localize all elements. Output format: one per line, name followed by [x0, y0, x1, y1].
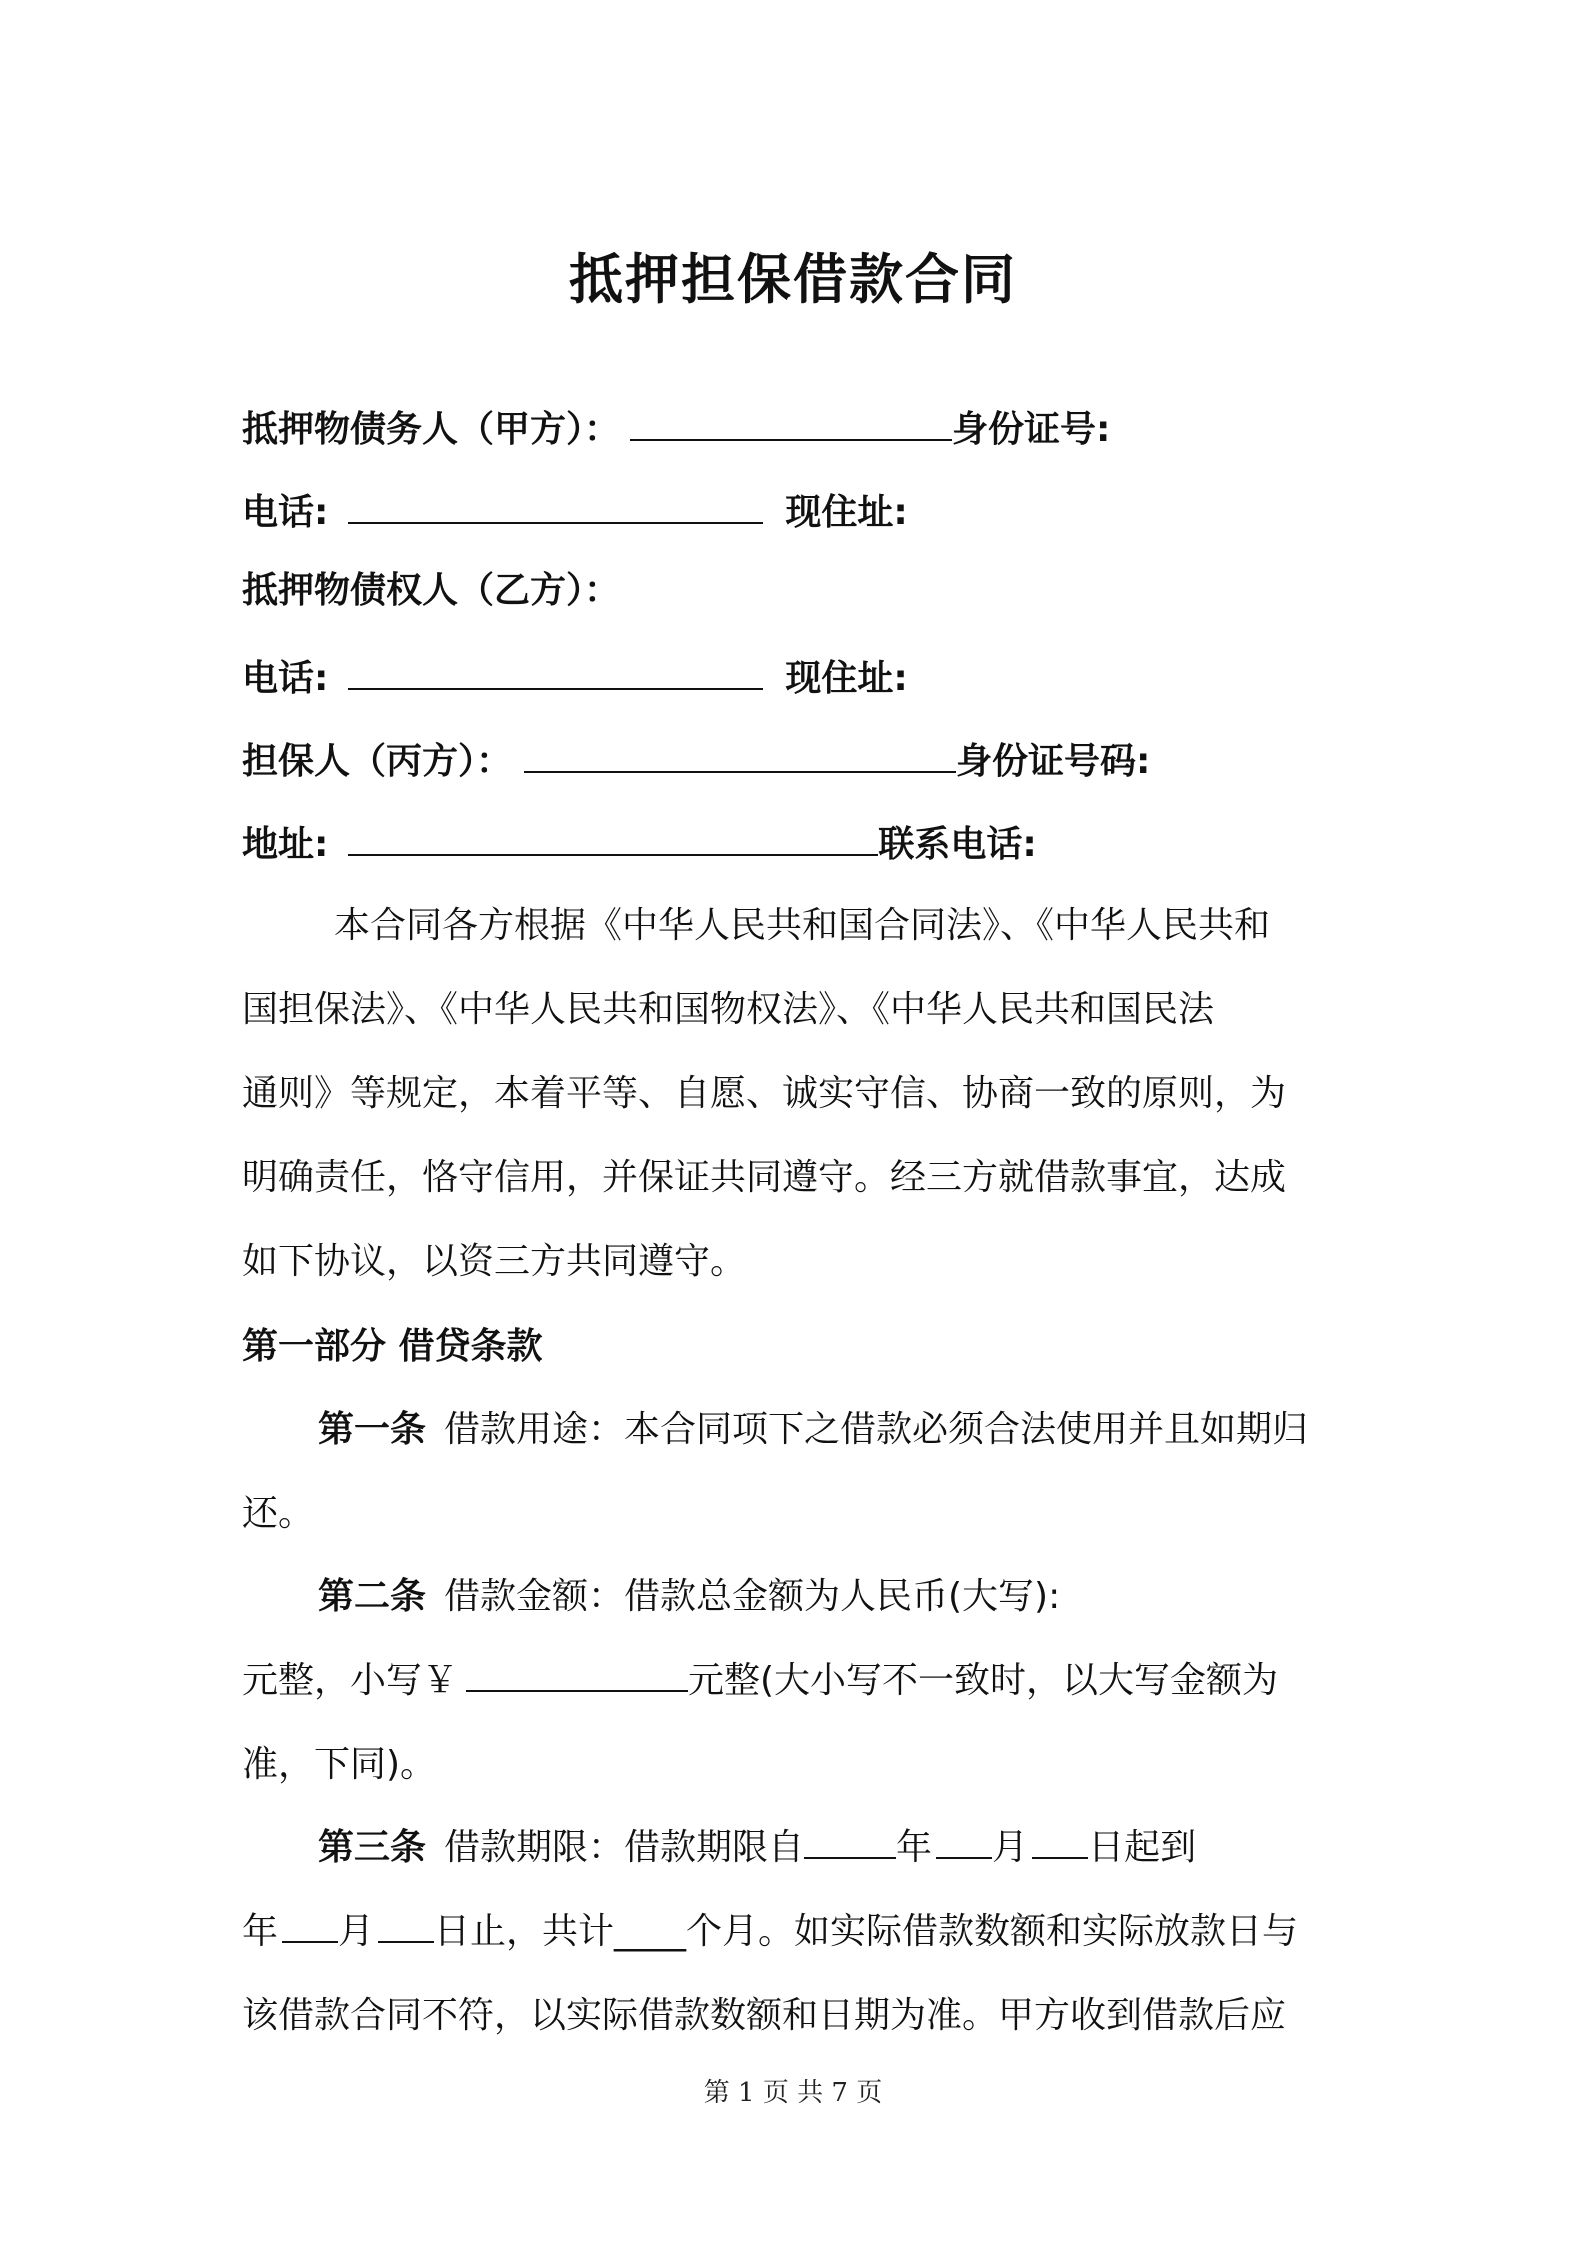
preamble-line: 通则》等规定，本着平等、自愿、诚实守信、协商一致的原则，为	[242, 1073, 1287, 1114]
clause-2-amount-prefix: 元整，小写￥	[242, 1660, 459, 1701]
preamble-line: 本合同各方根据《中华人民共和国合同法》、《中华人民共和	[334, 905, 1271, 946]
clause-2-line-2	[242, 1639, 1357, 1723]
clause-1-text: 借款用途：本合同项下之借款必须合法使用并且如期归	[444, 1409, 1309, 1450]
preamble-line: 明确责任，恪守信用，并保证共同遵守。经三方就借款事宜，达成	[242, 1157, 1287, 1198]
debtor-address-label: 现住址:	[785, 492, 908, 533]
debtor-name-blank[interactable]	[630, 395, 952, 441]
clause-2	[242, 1555, 1357, 1807]
small-amount-blank[interactable]	[466, 1646, 688, 1692]
guarantor-address-blank[interactable]	[348, 810, 878, 856]
guarantor-id-label: 身份证号码:	[956, 741, 1151, 782]
debtor-label: 抵押物债务人（甲方）：	[242, 409, 621, 450]
debtor-line	[242, 395, 1110, 455]
clause-1-line	[242, 1388, 1357, 1472]
clause-1	[242, 1388, 1357, 1556]
debtor-id-label: 身份证号:	[952, 409, 1111, 450]
guarantor-contact-label: 联系电话:	[878, 824, 1037, 865]
end-day-text: 日止，共计____个月。如实际借款数额和实际放款日与	[434, 1911, 1299, 1952]
guarantor-line	[242, 727, 1150, 787]
guarantor-address-label: 地址:	[242, 824, 329, 865]
clause-2-line	[242, 1555, 1357, 1639]
clause-3-line	[242, 1806, 1357, 1890]
clause-3-line-3: 该借款合同不符，以实际借款数额和日期为准。甲方收到借款后应	[242, 1995, 1287, 2036]
end-year-label: 年	[242, 1911, 279, 1952]
creditor-phone-line	[242, 644, 908, 704]
clause-1-line-2: 还。	[242, 1493, 315, 1534]
creditor-label: 抵押物债权人（乙方）：	[242, 570, 621, 611]
clause-3-head: 第三条	[318, 1827, 427, 1868]
clause-2-amount-suffix: 元整(大小写不一致时，以大写金额为	[688, 1660, 1279, 1701]
clause-3-text: 借款期限：借款期限自	[444, 1827, 805, 1868]
creditor-phone-label: 电话:	[242, 658, 329, 699]
preamble-line: 国担保法》、《中华人民共和国物权法》、《中华人民共和国民法	[242, 989, 1215, 1030]
preamble-line: 如下协议，以资三方共同遵守。	[242, 1241, 747, 1282]
debtor-phone-line	[242, 478, 908, 538]
clause-1-head: 第一条	[318, 1409, 427, 1450]
debtor-phone-label: 电话:	[242, 492, 329, 533]
guarantor-address-line	[242, 810, 1037, 870]
guarantor-label: 担保人（丙方）：	[242, 741, 513, 782]
section-title: 第一部分 借贷条款	[242, 1326, 543, 1367]
page-footer: 第 1 页 共 7 页	[703, 2078, 883, 2108]
clause-2-text: 借款金额：借款总金额为人民币(大写):	[444, 1576, 1061, 1617]
creditor-line	[242, 561, 620, 621]
end-day-blank[interactable]	[378, 1897, 434, 1943]
creditor-address-label: 现住址:	[785, 658, 908, 699]
start-year-blank[interactable]	[804, 1813, 896, 1859]
document-title: 抵押担保借款合同	[569, 248, 1017, 311]
clause-2-head: 第二条	[318, 1576, 427, 1617]
day-from-label: 日起到	[1088, 1827, 1197, 1868]
start-month-blank[interactable]	[936, 1813, 992, 1859]
clause-3-line-2	[242, 1890, 1357, 1974]
start-day-blank[interactable]	[1032, 1813, 1088, 1859]
year-label: 年	[896, 1827, 933, 1868]
month-label: 月	[992, 1827, 1029, 1868]
clause-2-line-3: 准，下同)。	[242, 1744, 437, 1785]
preamble-paragraph	[242, 884, 1357, 1304]
end-month-label: 月	[338, 1911, 375, 1952]
debtor-phone-blank[interactable]	[348, 478, 763, 524]
clause-3	[242, 1806, 1357, 2058]
end-month-blank[interactable]	[282, 1897, 338, 1943]
creditor-phone-blank[interactable]	[348, 644, 763, 690]
guarantor-name-blank[interactable]	[524, 727, 956, 773]
